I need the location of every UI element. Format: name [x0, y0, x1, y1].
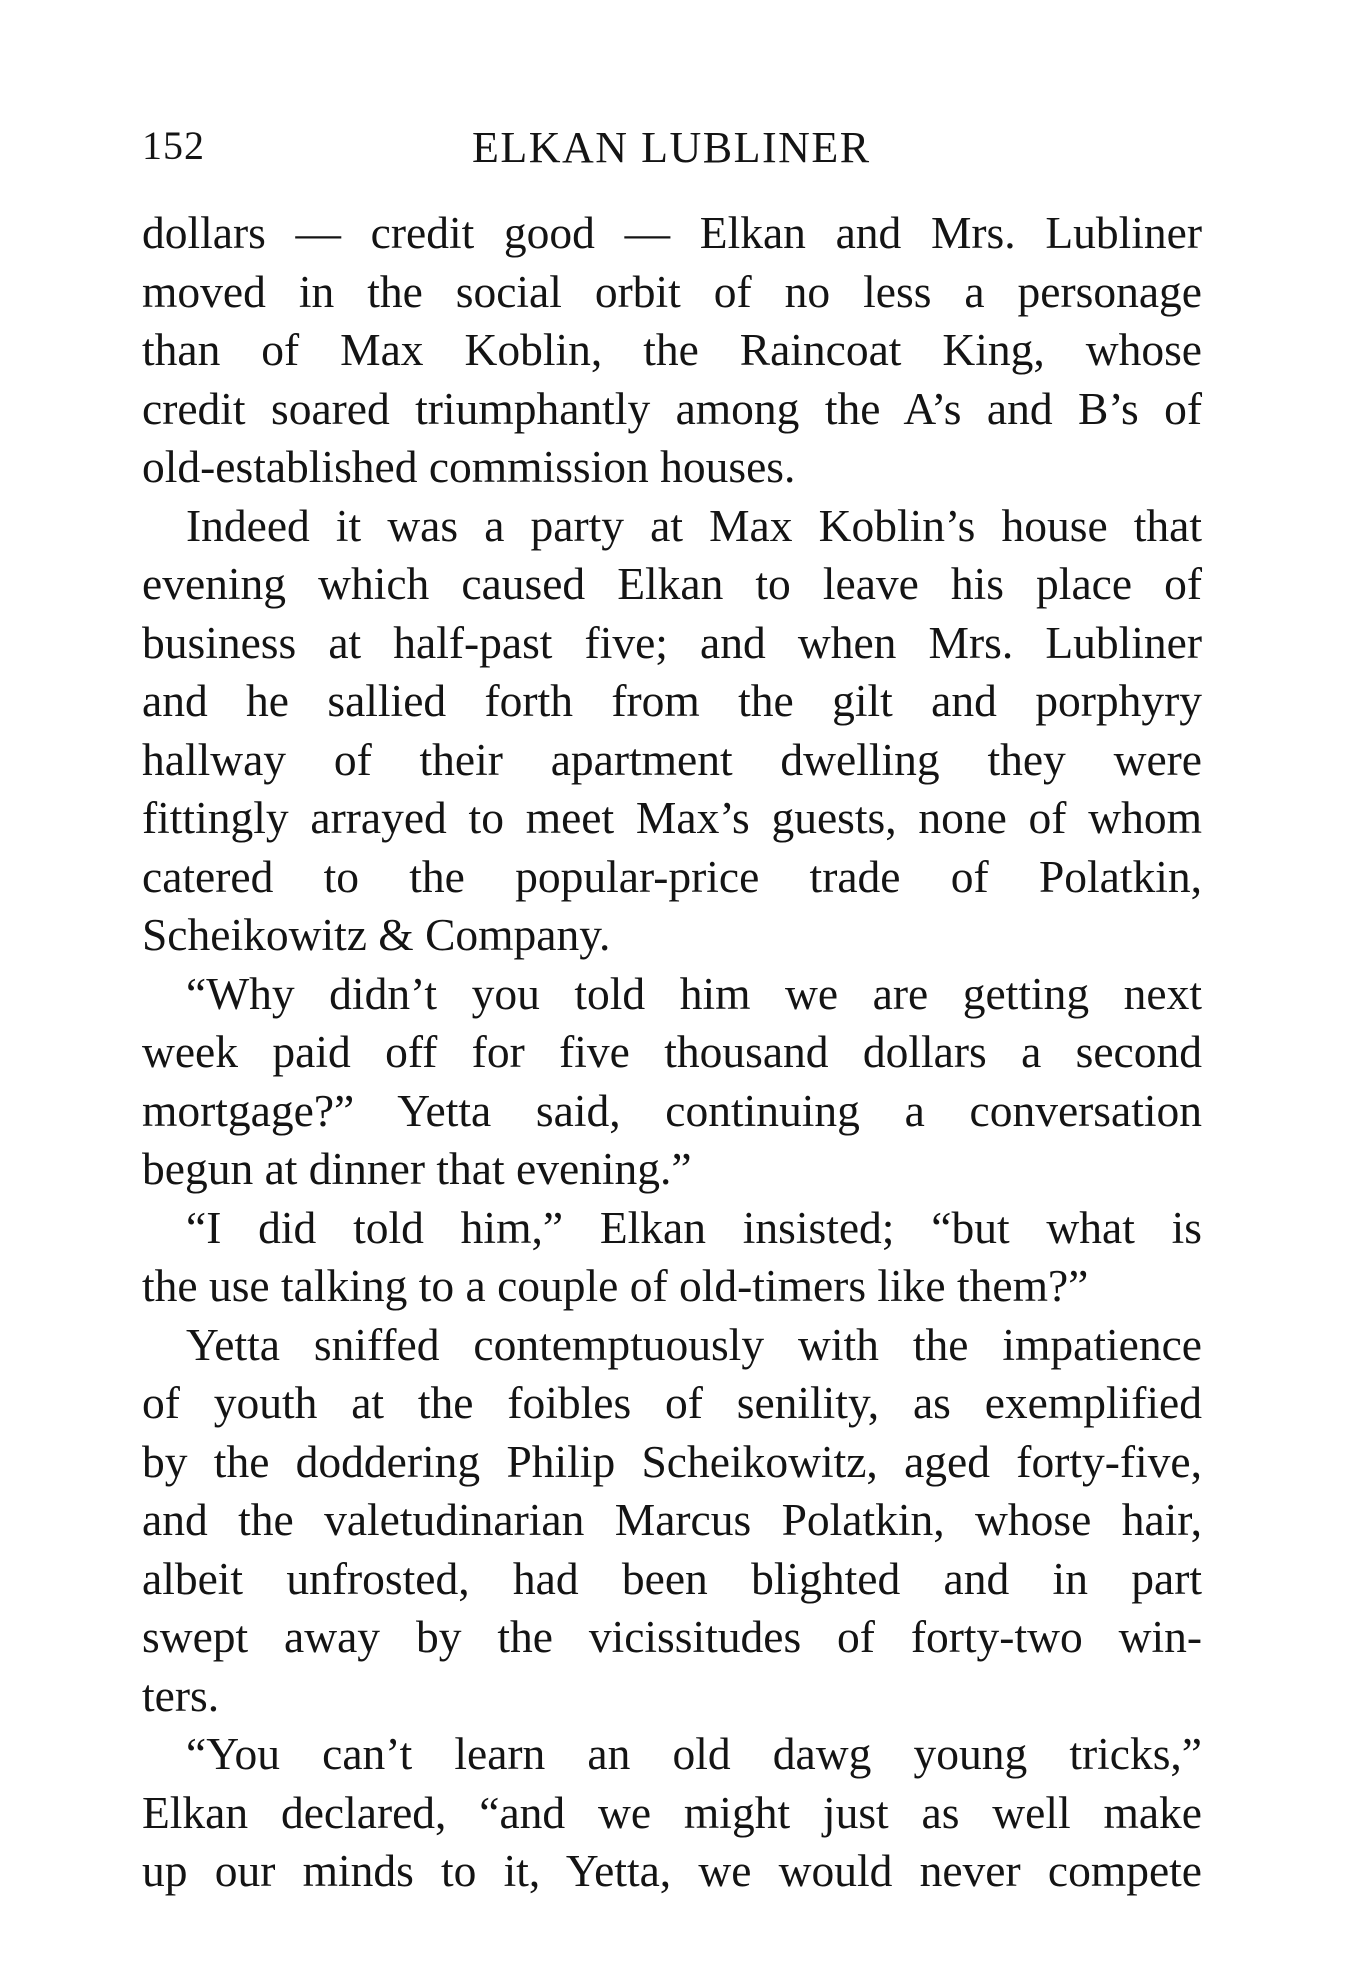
text-line: moved in the social orbit of no less a personage [142, 265, 1202, 317]
text-line: begun at dinner that evening.” [142, 1143, 692, 1194]
text-line: week paid off for five thousand dollars a second [142, 1026, 1202, 1077]
text-line: fittingly arrayed to meet Max’s guests, none of whom [142, 792, 1202, 843]
text-line: “You can’t learn an old dawg young tricks,” [186, 1728, 1202, 1779]
text-line: Yetta sniffed contemptuously with the impatience [186, 1318, 1202, 1370]
text-line: old-established commission houses. [142, 441, 796, 492]
text-line: than of Max Koblin, the Raincoat King, whose [142, 324, 1202, 375]
running-head [142, 122, 1202, 182]
text-line: Scheikowitz & Company. [142, 909, 611, 960]
text-line: “Why didn’t you told him we are getting next [186, 967, 1202, 1019]
text-line: and the valetudinarian Marcus Polatkin, whose hair, [142, 1494, 1202, 1545]
text-line: evening which caused Elkan to leave his place of [142, 558, 1202, 609]
text-line: of youth at the foibles of senility, as exemplified [142, 1377, 1202, 1428]
text-line: dollars — credit good — Elkan and Mrs. Lubliner [142, 207, 1202, 258]
running-title: ELKAN LUBLINER [472, 123, 871, 172]
text-line: by the doddering Philip Scheikowitz, aged forty-five, [142, 1435, 1202, 1487]
text-line: and he sallied forth from the gilt and porphyry [142, 675, 1202, 726]
text-line: ters. [142, 1669, 220, 1721]
text-line: swept away by the vicissitudes of forty-two win- [142, 1611, 1202, 1662]
text-line: hallway of their apartment dwelling they were [142, 733, 1202, 785]
text-line: mortgage?” Yetta said, continuing a conversation [142, 1084, 1202, 1136]
text-line: “I did told him,” Elkan insisted; “but what is [186, 1201, 1202, 1253]
text-line: albeit unfrosted, had been blighted and in part [142, 1552, 1202, 1604]
text-line: catered to the popular-price trade of Polatkin, [142, 850, 1202, 902]
text-line: up our minds to it, Yetta, we would never compete [142, 1845, 1202, 1896]
text-line: Elkan declared, “and we might just as well make [142, 1786, 1202, 1838]
page-number: 152 [142, 123, 205, 168]
text-line: the use talking to a couple of old-timers like them?” [142, 1260, 1089, 1311]
body-text [142, 204, 1202, 1901]
text-line: credit soared triumphantly among the A’s and B’s of [142, 382, 1202, 434]
text-line: Indeed it was a party at Max Koblin’s house that [186, 499, 1202, 551]
text-line: business at half-past five; and when Mrs. Lubliner [142, 616, 1202, 668]
